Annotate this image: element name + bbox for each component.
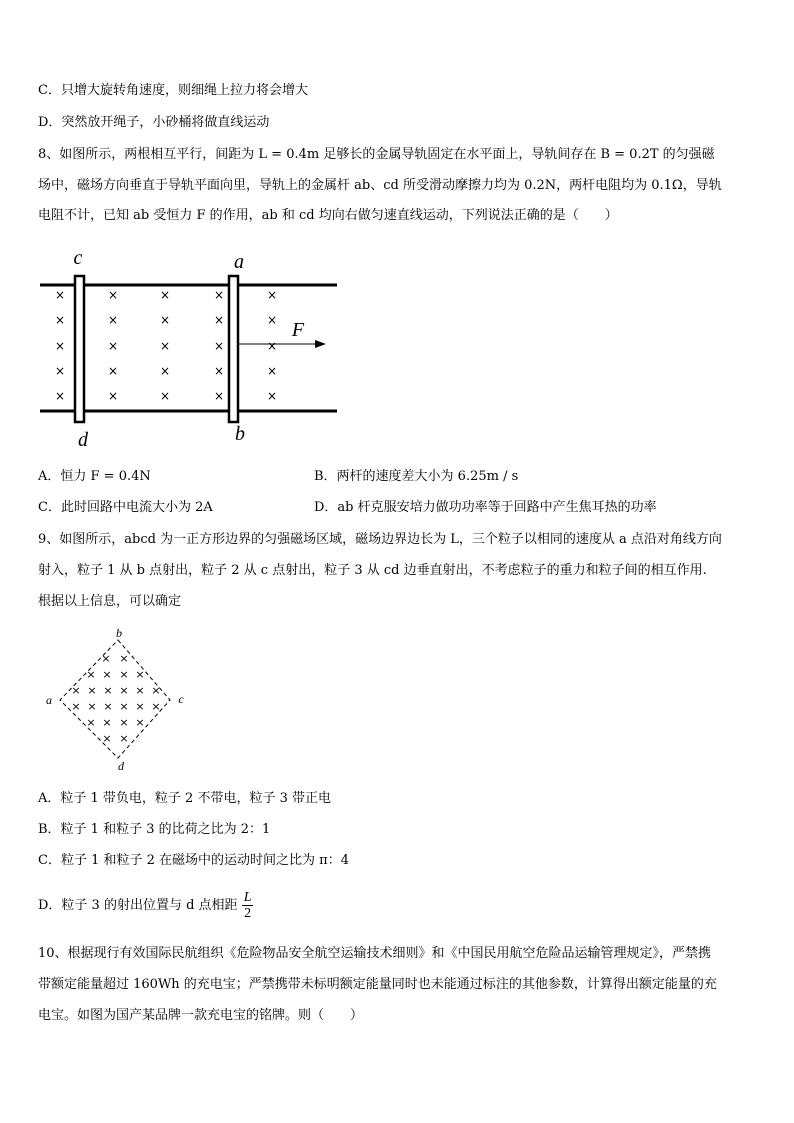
q8-option-a: A．恒力 F = 0.4N (38, 469, 151, 484)
q10-stem-line2: 带额定能量超过 160Wh 的充电宝；严禁携带未标明额定能量同时也未能通过标注的其他参数，计算得出额定能量的充 (38, 977, 717, 992)
q8-stem-line1: 8、如图所示，两根相互平行，间距为 L = 0.4m 足够长的金属导轨固定在水平面上，导轨间存在 B = 0.2T 的匀强磁 (38, 147, 715, 162)
field-cross: × (159, 288, 171, 302)
field-cross: × (119, 684, 129, 697)
q9-stem-line2: 射入，粒子 1 从 b 点射出，粒子 2 从 c 点射出，粒子 3 从 cd 边垂直射出，不考虑粒子的重力和粒子间的相互作用. (38, 563, 707, 578)
field-cross: × (266, 288, 278, 302)
field-cross: × (159, 364, 171, 378)
fraction-L-over-2 (242, 890, 254, 921)
q8-option-d: D．ab 杆克服安培力做功功率等于回路中产生焦耳热的功率 (314, 500, 657, 515)
field-cross: × (86, 716, 96, 729)
q10-stem-line3: 电宝。如图为国产某品牌一款充电宝的铭牌。则（ ） (38, 1008, 364, 1023)
field-cross: × (213, 389, 225, 403)
field-cross: × (107, 364, 119, 378)
q9-option-d-text: D．粒子 3 的射出位置与 d 点相距 (38, 898, 238, 913)
field-cross: × (119, 732, 129, 745)
field-cross: × (54, 288, 66, 302)
label-b: b (116, 626, 122, 640)
rod-ab (229, 276, 238, 422)
rod-cd (75, 276, 84, 422)
field-cross: × (54, 389, 66, 403)
field-cross: × (266, 313, 278, 327)
q9-stem-line3: 根据以上信息，可以确定 (38, 594, 182, 609)
label-d: d (118, 759, 124, 773)
q7-option-c: C．只增大旋转角速度，则细绳上拉力将会增大 (38, 83, 308, 98)
q9-stem-line1: 9、如图所示，abcd 为一正方形边界的匀强磁场区域，磁场边界边长为 L，三个粒子以相同的速度从 a 点沿对角线方向 (38, 532, 722, 547)
fraction-numerator: L (243, 890, 252, 905)
field-cross: × (213, 339, 225, 353)
field-cross: × (119, 668, 129, 681)
field-cross: × (151, 684, 161, 697)
label-d: d (78, 429, 88, 451)
label-c: c (178, 692, 184, 706)
q9-option-a: A．粒子 1 带负电，粒子 2 不带电，粒子 3 带正电 (38, 791, 331, 806)
square-boundary (60, 640, 170, 758)
field-cross: × (135, 700, 145, 713)
field-cross: × (102, 716, 112, 729)
force-arrowhead (315, 340, 326, 348)
field-cross: × (159, 339, 171, 353)
field-cross: × (119, 652, 129, 665)
magnetic-field-crosses (55, 288, 277, 403)
field-cross: × (159, 389, 171, 403)
q8-stem-line2: 场中，磁场方向垂直于导轨平面向里，导轨上的金属杆 ab、cd 所受滑动摩擦力均为 0.2N，两杆电阻均为 0.1Ω，导轨 (38, 178, 722, 193)
field-cross: × (71, 700, 81, 713)
field-cross: × (213, 364, 225, 378)
field-cross: × (119, 700, 129, 713)
field-cross: × (107, 339, 119, 353)
field-cross: × (213, 313, 225, 327)
field-cross: × (266, 389, 278, 403)
q7-option-d: D．突然放开绳子，小砂桶将做直线运动 (38, 115, 270, 130)
q10-stem-line1: 10、根据现行有效国际民航组织《危险物品安全航空运输技术细则》和《中国民用航空危险品运输管理规定》，严禁携 (38, 946, 712, 961)
field-cross: × (135, 668, 145, 681)
field-cross: × (266, 364, 278, 378)
field-cross: × (87, 684, 97, 697)
field-cross: × (107, 389, 119, 403)
field-cross: × (86, 668, 96, 681)
field-cross: × (135, 716, 145, 729)
label-c: c (73, 247, 83, 269)
q8-stem-line3: 电阻不计，已知 ab 受恒力 F 的作用，ab 和 cd 均向右做匀速直线运动，下列说法正确的是（ ） (38, 208, 618, 223)
field-cross: × (103, 700, 113, 713)
field-cross: × (87, 700, 97, 713)
field-cross: × (135, 684, 145, 697)
field-cross: × (266, 339, 278, 353)
q9-option-d (38, 890, 253, 921)
field-cross: × (103, 684, 113, 697)
label-a: a (46, 693, 52, 707)
fraction-denominator: 2 (244, 906, 252, 921)
field-cross: × (54, 364, 66, 378)
q9-option-c: C．粒子 1 和粒子 2 在磁场中的运动时间之比为 π：4 (38, 853, 349, 868)
field-cross: × (213, 288, 225, 302)
label-F: F (291, 319, 305, 341)
field-cross: × (102, 732, 112, 745)
field-cross: × (107, 288, 119, 302)
field-cross: × (54, 313, 66, 327)
field-cross: × (54, 339, 66, 353)
field-cross: × (151, 700, 161, 713)
q8-option-b: B．两杆的速度差大小为 6.25m / s (314, 469, 519, 484)
field-cross: × (119, 716, 129, 729)
magnetic-field-crosses (71, 652, 160, 745)
field-cross: × (101, 652, 111, 665)
field-cross: × (71, 684, 81, 697)
label-a: a (234, 251, 244, 273)
q8-option-c: C．此时回路中电流大小为 2A (38, 500, 213, 515)
field-cross: × (107, 313, 119, 327)
q9-option-b: B．粒子 1 和粒子 3 的比荷之比为 2：1 (38, 822, 271, 837)
field-cross: × (102, 668, 112, 681)
field-cross: × (159, 313, 171, 327)
label-b: b (235, 423, 245, 445)
